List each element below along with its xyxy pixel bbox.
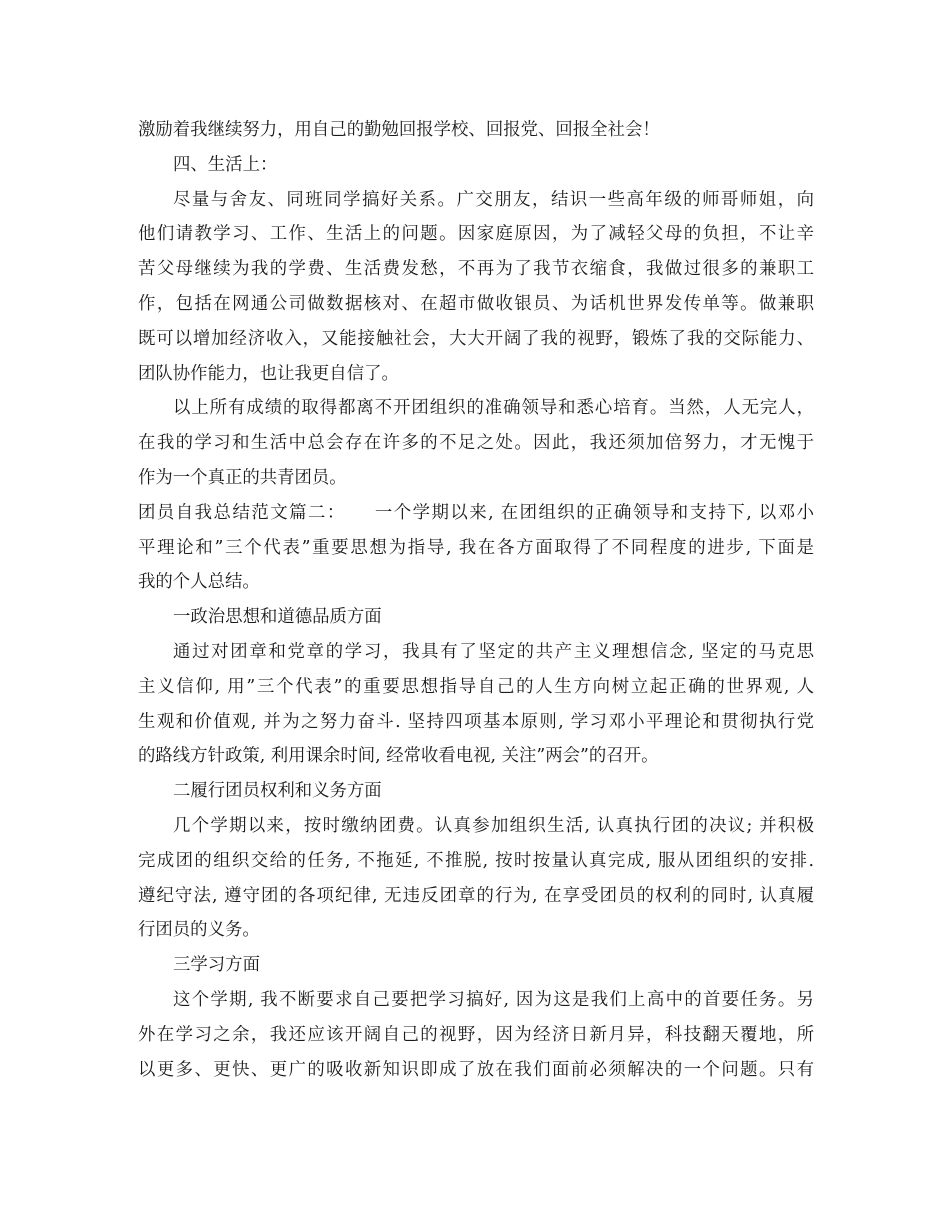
text-line: 几个学期以来，按时缴纳团费。认真参加组织生活, 认真执行团的决议; 并积极 [173,815,814,836]
text-line: 以更多、更快、更广的吸收新知识即成了放在我们面前必须解决的一个问题。只有 [138,1059,814,1080]
text-line: 在我的学习和生活中总会存在许多的不足之处。因此，我还须加倍努力，才无愧于 [138,433,814,454]
text-line: 我的个人总结。 [138,572,260,593]
text-line: 这个学期, 我不断要求自己要把学习搞好, 因为这是我们上高中的首要任务。另 [173,989,814,1010]
text-line: 平理论和”三个代表”重要思想为指导, 我在各方面取得了不同程度的进步, 下面是 [138,537,814,558]
text-line: 作为一个真正的共青团员。 [138,467,347,488]
document-body [138,113,814,1087]
text-line: 激励着我继续努力，用自己的勤勉回报学校、回报党、回报全社会！ [138,120,660,140]
section-heading: 三学习方面 [173,955,260,976]
text-line: 团队协作能力，也让我更自信了。 [138,363,399,384]
text-line: 团员自我总结范文篇二： 一个学期以来, 在团组织的正确领导和支持下, 以邓小 [138,502,814,523]
text-line: 通过对团章和党章的学习，我具有了坚定的共产主义理想信念, 坚定的马克思 [173,641,814,662]
text-line: 行团员的义务。 [138,920,260,941]
text-line: 苦父母继续为我的学费、生活费发愁，不再为了我节衣缩食，我做过很多的兼职工 [138,259,814,280]
text-line: 以上所有成绩的取得都离不开团组织的准确领导和悉心培育。当然，人无完人， [173,398,814,419]
text-line: 完成团的组织交给的任务, 不拖延, 不推脱, 按时按量认真完成, 服从团组织的安排. [138,850,814,871]
text-line: 既可以增加经济收入，又能接触社会，大大开阔了我的视野，锻炼了我的交际能力、 [138,328,814,349]
section-heading: 二履行团员权利和义务方面 [173,781,382,802]
text-line: 作，包括在网通公司做数据核对、在超市做收银员、为话机世界发传单等。做兼职 [138,293,814,314]
text-line: 主义信仰, 用”三个代表”的重要思想指导自己的人生方向树立起正确的世界观, 人 [138,676,814,697]
text-line: 的路线方针政策, 利用课余时间, 经常收看电视, 关注”两会”的召开。 [138,746,659,767]
text-line: 他们请教学习、工作、生活上的问题。因家庭原因，为了减轻父母的负担，不让辛 [138,224,814,245]
text-line: 生观和价值观, 并为之努力奋斗. 坚持四项基本原则, 学习邓小平理论和贯彻执行党 [138,711,814,732]
text-line: 遵纪守法, 遵守团的各项纪律, 无违反团章的行为, 在享受团员的权利的同时, 认真履 [138,885,814,906]
section-heading: 一政治思想和道德品质方面 [173,607,382,628]
section-heading: 四、生活上： [173,154,278,175]
text-line: 外在学习之余，我还应该开阔自己的视野，因为经济日新月异，科技翻天覆地，所 [138,1024,814,1045]
text-line: 尽量与舍友、同班同学搞好关系。广交朋友，结识一些高年级的师哥师姐，向 [173,189,814,210]
